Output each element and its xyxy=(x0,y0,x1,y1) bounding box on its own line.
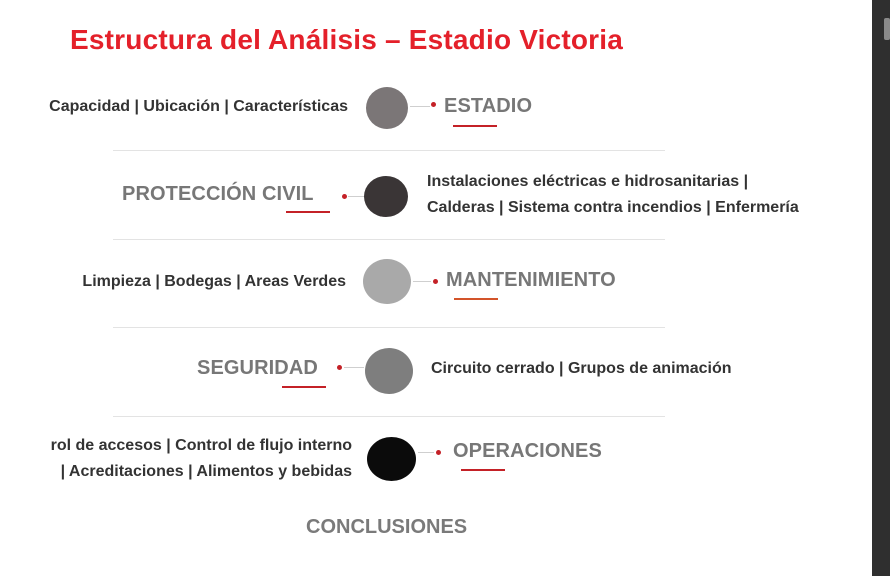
estadio-item-line: Capacidad | Ubicación | Características xyxy=(49,98,348,115)
proteccion-civil-item-line: Calderas | Sistema contra incendios | Enfermería xyxy=(427,199,799,216)
operaciones-items xyxy=(51,433,352,485)
estadio-underline xyxy=(453,125,497,127)
window-edge-glyph xyxy=(884,18,890,40)
mantenimiento-circle[interactable] xyxy=(363,259,411,304)
estadio-heading: ESTADIO xyxy=(444,95,533,117)
window-edge xyxy=(872,0,890,576)
operaciones-underline xyxy=(461,469,505,471)
seguridad-marker-dot xyxy=(337,365,342,370)
proteccion-civil-heading: PROTECCIÓN CIVIL xyxy=(122,183,314,205)
proteccion-civil-marker-dot xyxy=(342,194,347,199)
operaciones-connector xyxy=(418,452,434,453)
operaciones-circle[interactable] xyxy=(367,437,416,481)
divider xyxy=(113,416,665,417)
proteccion-civil-underline xyxy=(286,211,330,213)
operaciones-marker-dot xyxy=(436,450,441,455)
divider xyxy=(113,150,665,151)
seguridad-connector xyxy=(344,367,364,368)
slide-title: Estructura del Análisis – Estadio Victoria xyxy=(70,24,624,55)
mantenimiento-marker-dot xyxy=(433,279,438,284)
conclusions-heading: CONCLUSIONES xyxy=(306,516,468,538)
mantenimiento-item-line: Limpieza | Bodegas | Areas Verdes xyxy=(82,273,346,290)
seguridad-underline xyxy=(282,386,326,388)
estadio-marker-dot xyxy=(431,102,436,107)
mantenimiento-items xyxy=(82,269,346,295)
divider xyxy=(113,239,665,240)
seguridad-item-line: Circuito cerrado | Grupos de animación xyxy=(431,360,732,377)
estadio-items xyxy=(49,94,348,120)
proteccion-civil-circle[interactable] xyxy=(364,176,408,217)
proteccion-civil-connector xyxy=(348,196,364,197)
mantenimiento-heading: MANTENIMIENTO xyxy=(446,269,616,291)
proteccion-civil-items xyxy=(427,169,799,221)
seguridad-circle[interactable] xyxy=(365,348,413,394)
seguridad-items xyxy=(431,356,732,382)
divider xyxy=(113,327,665,328)
estadio-circle[interactable] xyxy=(366,87,408,129)
estadio-connector xyxy=(410,106,430,107)
mantenimiento-connector xyxy=(413,281,431,282)
operaciones-item-line: | Acreditaciones | Alimentos y bebidas xyxy=(60,463,352,480)
operaciones-item-line: rol de accesos | Control de flujo interno xyxy=(50,437,352,454)
mantenimiento-underline xyxy=(454,298,498,300)
seguridad-heading: SEGURIDAD xyxy=(197,357,318,379)
proteccion-civil-item-line: Instalaciones eléctricas e hidrosanitarias | xyxy=(427,173,749,190)
operaciones-heading: OPERACIONES xyxy=(453,440,602,462)
